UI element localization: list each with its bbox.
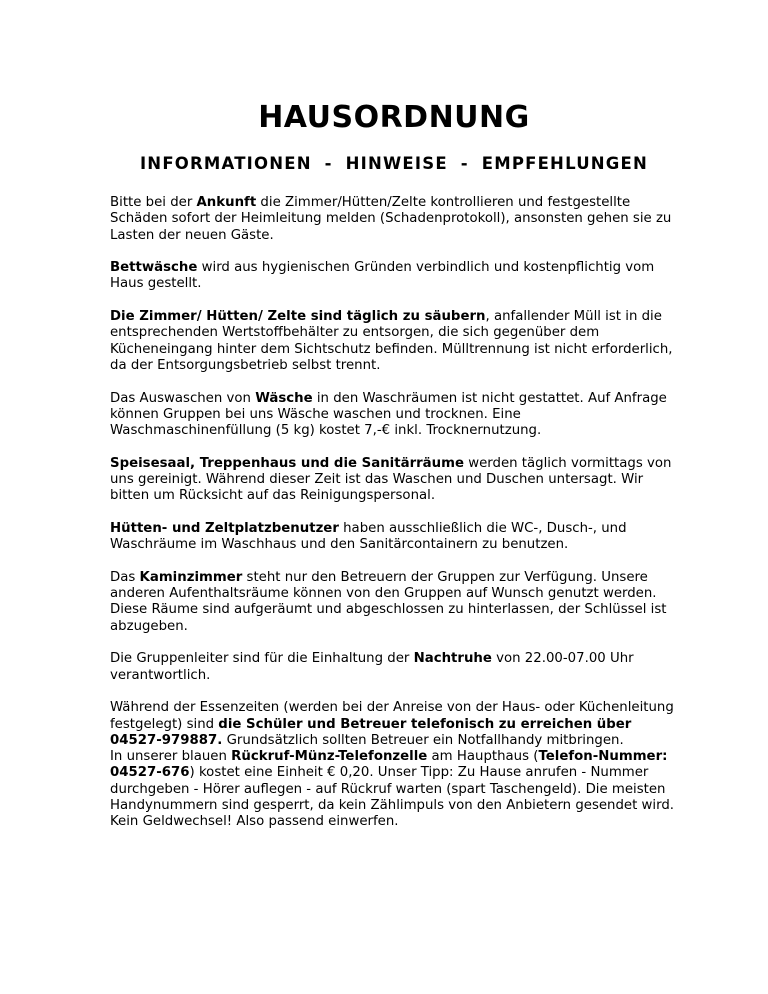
paragraph-laundry: Das Auswaschen von Wäsche in den Waschräumen ist nicht gestattet. Auf Anfrage können Gruppen bei uns Wäsche waschen und trocknen. Eine Waschmaschinenfüllung (5 kg) kostet 7,-€ inkl. Trocknernutzung. <box>110 390 667 439</box>
paragraph-bedlinen: Bettwäsche wird aus hygienischen Gründen verbindlich und kostenpflichtig vom Haus gestellt. <box>110 260 655 292</box>
paragraph-night-rest: Die Gruppenleiter sind für die Einhaltung der Nachtruhe von 22.00-07.00 Uhr verantwortlich. <box>110 651 634 683</box>
paragraph-phone-booth: In unserer blauen Rückruf-Münz-Telefonzelle am Haupthaus (Telefon-Nummer: 04527-676) kostet eine Einheit € 0,20. Unser Tipp: Zu Hause anrufen - Nummer durchgeben - Hörer auflegen - auf Rückruf warten (spart Taschengeld). Die meisten Handynummern sind gesperrt, da kein Zählimpuls von den Anbietern gesendet wird. Kein Geldwechsel! Also passend einwerfen. <box>110 749 675 830</box>
document-subtitle: INFORMATIONEN - HINWEISE - EMPFEHLUNGEN <box>139 154 649 173</box>
paragraph-arrival: Bitte bei der Ankunft die Zimmer/Hütten/Zelte kontrollieren und festgestellte Schäden sofort der Heimleitung melden (Schadenprotokoll), ansonsten gehen sie zu Lasten der neuen Gäste. <box>110 195 672 243</box>
paragraph-campsite: Hütten- und Zeltplatzbenutzer haben ausschließlich die WC-, Dusch-, und Waschräume im Waschhaus und den Sanitärcontainern zu benutzen. <box>110 520 627 553</box>
paragraph-cleaning: Die Zimmer/ Hütten/ Zelte sind täglich zu säubern, anfallender Müll ist in die entsprechenden Wertstoffbehälter zu entsorgen, die sich gegenüber dem Kücheneingang hinter dem Sichtschutz befinden. Mülltrennung ist nicht erforderlich, da der Entsorgungsbetrieb selbst trennt. <box>110 309 673 373</box>
paragraph-mealtimes: Während der Essenzeiten (werden bei der Anreise von der Haus- oder Küchenleitung festgelegt) sind die Schüler und Betreuer telefonisch zu erreichen über 04527-979887. Grundsätzlich sollten Betreuer ein Notfallhandy mitbringen. <box>110 700 674 748</box>
document-body <box>110 195 680 847</box>
paragraph-fireplace-room: Das Kaminzimmer steht nur den Betreuern der Gruppen zur Verfügung. Unsere anderen Aufenthaltsräume können von den Gruppen auf Wunsch genutzt werden. Diese Räume sind aufgeräumt und abgeschlossen zu hinterlassen, der Schlüssel ist abzugeben. <box>110 569 667 634</box>
document-title: HAUSORDNUNG <box>258 100 530 135</box>
paragraph-sanitary: Speisesaal, Treppenhaus und die Sanitärräume werden täglich vormittags von uns gereinigt. Während dieser Zeit ist das Waschen und Duschen untersagt. Wir bitten um Rücksicht auf das Reinigungspersonal. <box>110 455 672 504</box>
